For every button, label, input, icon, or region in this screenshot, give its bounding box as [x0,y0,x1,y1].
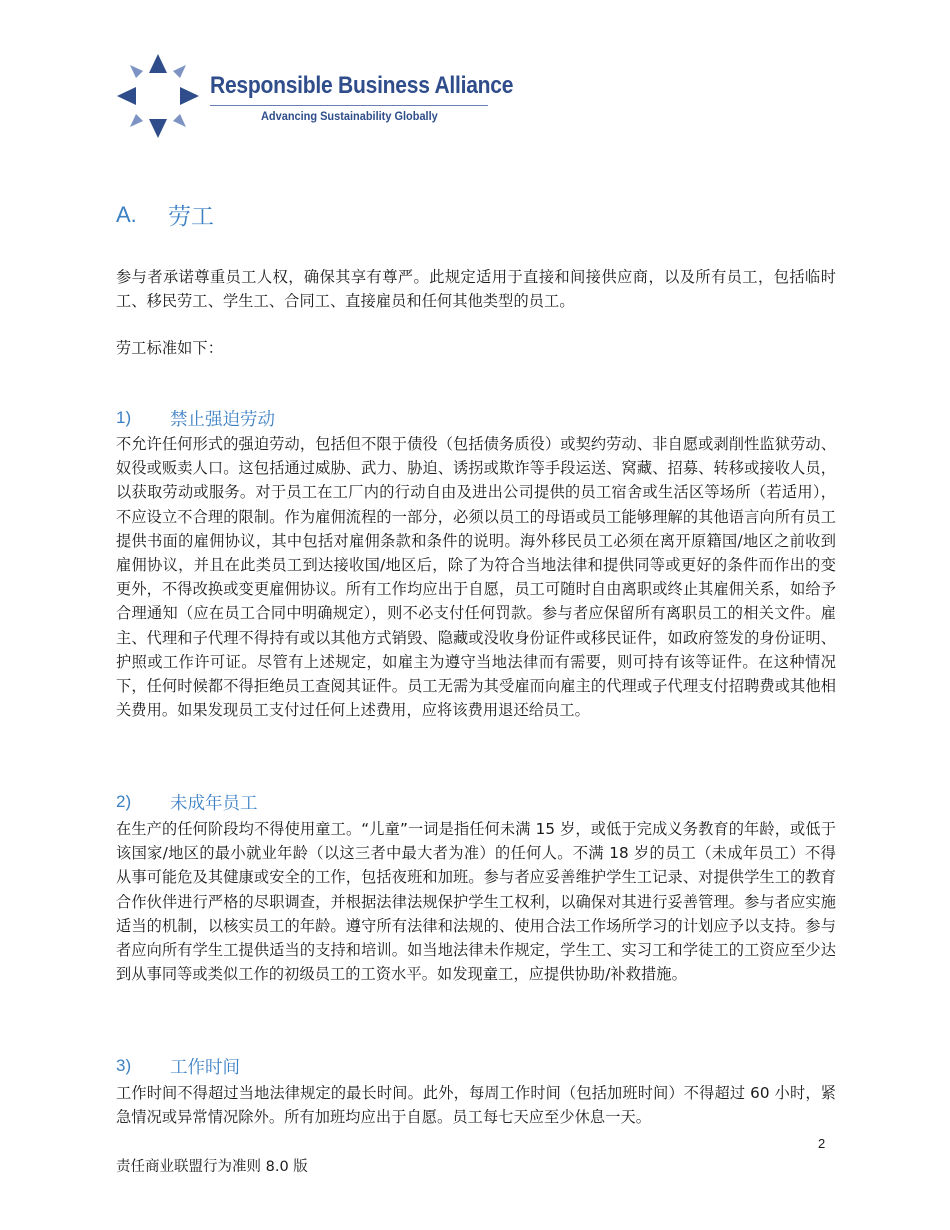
item-body-forced-labor: 不允许任何形式的强迫劳动，包括但不限于债役（包括债务质役）或契约劳动、非自愿或剥削性监狱劳动、奴役或贩卖人口。这包括通过威胁、武力、胁迫、诱拐或欺诈等手段运送、窝藏、招募、转移或接收人员，以获取劳动或服务。对于员工在工厂内的行动自由及进出公司提供的员工宿舍或生活区等场所（若适用），不应设立不合理的限制。作为雇佣流程的一部分，必须以员工的母语或员工能够理解的其他语言向所有员工提供书面的雇佣协议，其中包括对雇佣条款和条件的说明。海外移民员工必须在离开原籍国/地区之前收到雇佣协议，并且在此类员工到达接收国/地区后，除了为符合当地法律和提供同等或更好的条件而作出的变更外，不得改换或变更雇佣协议。所有工作均应出于自愿，员工可随时自由离职或终止其雇佣关系，如给予合理通知（应在员工合同中明确规定），则不必支付任何罚款。参与者应保留所有离职员工的相关文件。雇主、代理和子代理不得持有或以其他方式销毁、隐藏或没收身份证件或移民证件，如政府签发的身份证明、护照或工作许可证。尽管有上述规定，如雇主为遵守当地法律而有需要，则可持有该等证件。在这种情况下，任何时候都不得拒绝员工查阅其证件。员工无需为其受雇而向雇主的代理或子代理支付招聘费或其他相关费用。如果发现员工支付过任何上述费用，应将该费用退还给员工。 [116,435,836,720]
footer-document-title: 责任商业联盟行为准则 8.0 版 [116,1159,308,1175]
compass-logo-icon [112,52,204,140]
standards-intro: 劳工标准如下： [116,339,224,357]
section-intro: 参与者承诺尊重员工人权，确保其享有尊严。此规定适用于直接和间接供应商，以及所有员工，包括临时工、移民劳工、学生工、合同工、直接雇员和任何其他类型的员工。 [116,268,836,311]
item-number: 1) [116,408,132,427]
item-body-young-workers: 在生产的任何阶段均不得使用童工。“儿童”一词是指任何未满 15 岁，或低于完成义务教育的年龄，或低于该国家/地区的最小就业年龄（以这三者中最大者为准）的任何人。不满 18 岁的员工（未成年员工）不得从事可能危及其健康或安全的工作，包括夜班和加班。参与者应妥善维护学生工记录、对提供学生工的教育合作伙伴进行严格的尽职调查，并根据法律法规保护学生工权利，以确保对其进行妥善管理。参与者应实施适当的机制，以核实员工的年龄。遵守所有法律和法规的、使用合法工作场所学习的计划应予以支持。参与者应向所有学生工提供适当的支持和培训。如当地法律未作规定，学生工、实习工和学徒工的工资应至少达到从事同等或类似工作的初级员工的工资水平。如发现童工，应提供协助/补救措施。 [116,820,836,984]
item-title: 禁止强迫劳动 [170,410,275,430]
logo-tagline: Advancing Sustainability Globally [261,109,438,123]
item-number: 3) [116,1056,132,1075]
page-number: 2 [818,1136,826,1151]
logo-name: Responsible Business Alliance [210,72,514,99]
rba-logo [112,52,512,142]
item-title: 未成年员工 [170,794,258,814]
item-title: 工作时间 [170,1058,240,1078]
item-number: 2) [116,792,132,811]
item-body-working-hours: 工作时间不得超过当地法律规定的最长时间。此外，每周工作时间（包括加班时间）不得超过 60 小时，紧急情况或异常情况除外。所有加班均应出于自愿。员工每七天应至少休息一天。 [116,1084,836,1127]
section-title: 劳工 [168,204,214,230]
logo-divider [210,105,488,106]
section-number: A. [116,202,137,227]
